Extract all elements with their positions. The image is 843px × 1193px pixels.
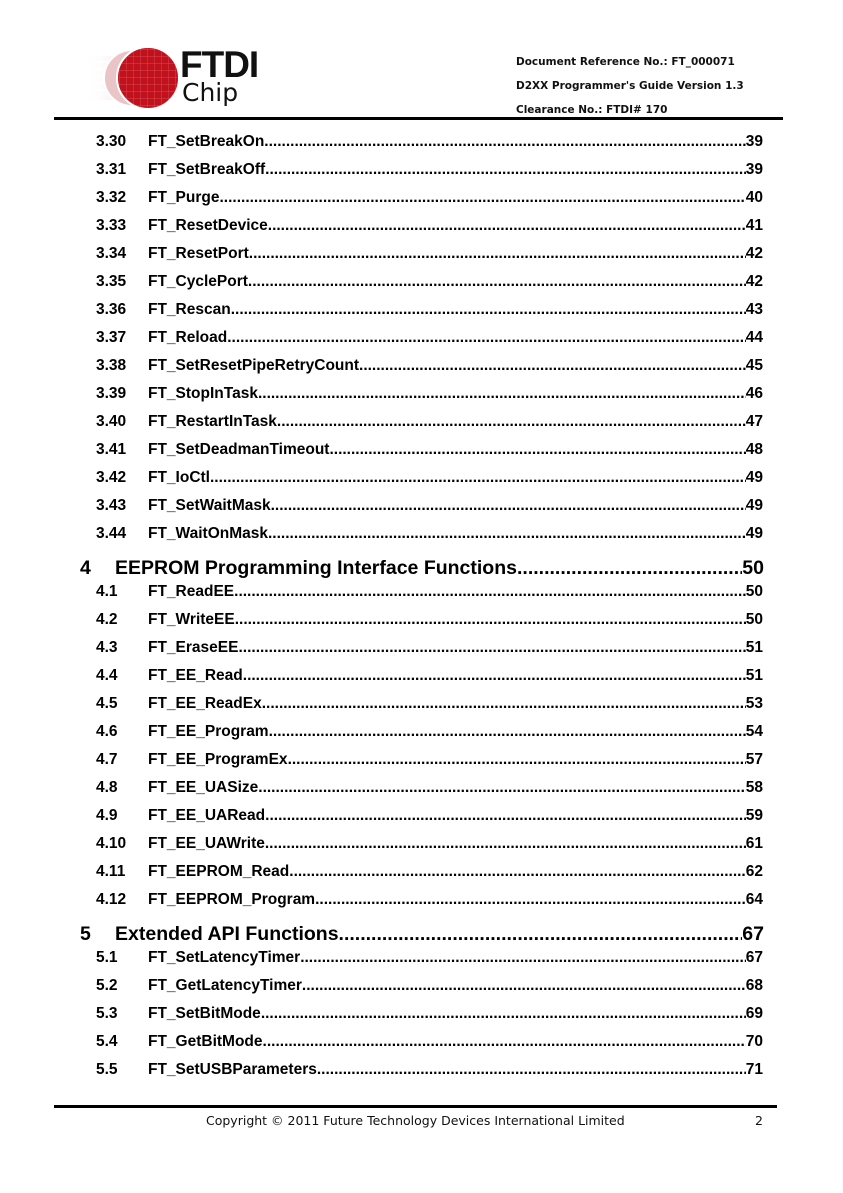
toc-leader-dots: [339, 923, 743, 945]
toc-title: FT_Purge: [148, 189, 220, 206]
toc-leader-dots: [317, 1061, 746, 1079]
toc-number: 3.41: [96, 441, 127, 458]
toc-number: 5.4: [96, 1033, 118, 1050]
toc-page-number: 43: [745, 301, 763, 318]
toc-number: 3.44: [96, 525, 127, 542]
toc-number: 4.8: [96, 779, 118, 796]
doc-title: D2XX Programmer's Guide Version 1.3: [516, 80, 744, 92]
toc-page-number: 58: [745, 779, 763, 796]
toc-leader-dots: [268, 525, 746, 543]
toc-leader-dots: [249, 245, 746, 263]
toc-leader-dots: [258, 385, 746, 403]
toc-number: 3.32: [96, 189, 127, 206]
toc-number: 3.30: [96, 133, 127, 150]
toc-page-number: 71: [745, 1061, 763, 1078]
toc-title: FT_EE_UASize: [148, 779, 259, 796]
toc-entry[interactable]: [96, 245, 763, 267]
toc-entry[interactable]: [96, 949, 763, 971]
toc-entry[interactable]: [96, 413, 763, 435]
toc-title: FT_ResetDevice: [148, 217, 268, 234]
toc-page-number: 48: [745, 441, 763, 458]
ftdi-logo: [84, 42, 259, 112]
toc-page-number: 67: [742, 923, 764, 945]
toc-leader-dots: [227, 329, 746, 347]
copyright-text: Copyright © 2011 Future Technology Devices International Limited: [206, 1113, 625, 1128]
toc-page-number: 47: [745, 413, 763, 430]
toc-title: FT_EE_UARead: [148, 807, 266, 824]
toc-leader-dots: [271, 497, 746, 515]
toc-title: FT_EEPROM_Read: [148, 863, 290, 880]
toc-title: FT_WriteEE: [148, 611, 235, 628]
toc-entry[interactable]: [96, 217, 763, 239]
toc-page-number: 61: [745, 835, 763, 852]
toc-number: 5.3: [96, 1005, 118, 1022]
toc-page-number: 68: [745, 977, 763, 994]
toc-leader-dots: [268, 217, 746, 235]
toc-number: 3.36: [96, 301, 127, 318]
toc-number: 3.37: [96, 329, 127, 346]
document-header-info: [516, 50, 744, 122]
toc-entry[interactable]: [96, 525, 763, 547]
toc-entry[interactable]: [96, 583, 763, 605]
toc-number: 4.3: [96, 639, 118, 656]
header-divider: [54, 117, 783, 120]
toc-title: FT_RestartInTask: [148, 413, 277, 430]
toc-entry[interactable]: [96, 301, 763, 323]
toc-number: 4.1: [96, 583, 118, 600]
toc-leader-dots: [238, 639, 745, 657]
toc-leader-dots: [302, 977, 746, 995]
toc-leader-dots: [258, 779, 745, 797]
toc-entry[interactable]: [96, 189, 763, 211]
toc-leader-dots: [517, 557, 742, 579]
logo-sub-text: Chip: [182, 78, 239, 107]
toc-number: 3.34: [96, 245, 127, 262]
toc-page-number: 59: [745, 807, 763, 824]
toc-leader-dots: [243, 667, 746, 685]
toc-number: 4.5: [96, 695, 118, 712]
toc-title: FT_GetLatencyTimer: [148, 977, 302, 994]
toc-page-number: 57: [745, 751, 763, 768]
toc-leader-dots: [359, 357, 746, 375]
toc-page-number: 49: [745, 469, 763, 486]
toc-number: 4: [80, 557, 91, 579]
toc-leader-dots: [263, 1033, 746, 1051]
toc-number: 4.10: [96, 835, 127, 852]
toc-page-number: 39: [745, 133, 763, 150]
toc-page-number: 44: [745, 329, 763, 346]
toc-page-number: 49: [745, 497, 763, 514]
toc-page-number: 62: [745, 863, 763, 880]
page-number: 2: [755, 1113, 763, 1128]
toc-entry[interactable]: [96, 695, 763, 717]
toc-page-number: 51: [745, 639, 763, 656]
toc-entry[interactable]: [96, 977, 763, 999]
toc-entry[interactable]: [96, 441, 763, 463]
toc-number: 5.5: [96, 1061, 118, 1078]
toc-page-number: 50: [745, 583, 763, 600]
toc-leader-dots: [265, 807, 746, 825]
toc-number: 3.43: [96, 497, 127, 514]
toc-leader-dots: [277, 413, 746, 431]
toc-title: FT_Rescan: [148, 301, 231, 318]
toc-number: 3.35: [96, 273, 127, 290]
toc-leader-dots: [234, 583, 746, 601]
toc-title: EEPROM Programming Interface Functions: [115, 557, 517, 579]
toc-leader-dots: [269, 723, 746, 741]
toc-leader-dots: [231, 301, 746, 319]
toc-title: FT_ResetPort: [148, 245, 249, 262]
toc-leader-dots: [264, 133, 745, 151]
toc-title: FT_SetLatencyTimer: [148, 949, 301, 966]
toc-section-entry[interactable]: [80, 557, 764, 579]
toc-entry[interactable]: [96, 639, 763, 661]
toc-page-number: 70: [745, 1033, 763, 1050]
toc-page-number: 49: [745, 525, 763, 542]
toc-entry[interactable]: [96, 329, 763, 351]
logo-brand-text: FTDI: [180, 44, 259, 85]
toc-entry[interactable]: [96, 863, 763, 885]
toc-number: 5.1: [96, 949, 118, 966]
toc-title: FT_EEPROM_Program: [148, 891, 316, 908]
clearance-number: Clearance No.: FTDI# 170: [516, 104, 668, 116]
toc-leader-dots: [315, 891, 746, 909]
toc-title: FT_SetBitMode: [148, 1005, 261, 1022]
toc-entry[interactable]: [96, 357, 763, 379]
toc-title: FT_SetBreakOn: [148, 133, 265, 150]
toc-leader-dots: [235, 611, 746, 629]
toc-title: FT_CyclePort: [148, 273, 248, 290]
toc-page-number: 46: [745, 385, 763, 402]
toc-page-number: 69: [745, 1005, 763, 1022]
toc-entry[interactable]: [96, 1061, 763, 1083]
toc-page-number: 41: [745, 217, 763, 234]
toc-entry[interactable]: [96, 751, 763, 773]
toc-page-number: 54: [745, 723, 763, 740]
toc-number: 3.40: [96, 413, 127, 430]
toc-number: 3.31: [96, 161, 127, 178]
toc-number: 3.38: [96, 357, 127, 374]
toc-entry[interactable]: [96, 891, 763, 913]
toc-page-number: 40: [745, 189, 763, 206]
toc-leader-dots: [261, 1005, 746, 1023]
toc-entry[interactable]: [96, 469, 763, 491]
toc-leader-dots: [329, 441, 745, 459]
toc-entry[interactable]: [96, 667, 763, 689]
toc-leader-dots: [262, 695, 746, 713]
toc-entry[interactable]: [96, 723, 763, 745]
toc-page-number: 64: [745, 891, 763, 908]
toc-page-number: 42: [745, 273, 763, 290]
toc-title: FT_ReadEE: [148, 583, 235, 600]
toc-entry[interactable]: [96, 161, 763, 183]
toc-leader-dots: [219, 189, 745, 207]
doc-reference: Document Reference No.: FT_000071: [516, 56, 735, 68]
toc-leader-dots: [289, 863, 745, 881]
toc-number: 4.11: [96, 863, 126, 880]
toc-page-number: 50: [745, 611, 763, 628]
toc-title: FT_EraseEE: [148, 639, 239, 656]
toc-title: FT_IoCtl: [148, 469, 210, 486]
toc-entry[interactable]: [96, 273, 763, 295]
toc-page-number: 42: [745, 245, 763, 262]
toc-title: FT_EE_Read: [148, 667, 243, 684]
toc-number: 3.33: [96, 217, 127, 234]
toc-title: FT_SetResetPipeRetryCount: [148, 357, 360, 374]
ftdi-globe-logo-icon: [84, 42, 184, 112]
toc-page-number: 67: [745, 949, 763, 966]
toc-leader-dots: [210, 469, 746, 487]
toc-leader-dots: [288, 751, 746, 769]
toc-number: 3.39: [96, 385, 127, 402]
toc-title: FT_EE_ReadEx: [148, 695, 262, 712]
toc-number: 4.12: [96, 891, 127, 908]
toc-page-number: 39: [745, 161, 763, 178]
toc-leader-dots: [265, 161, 746, 179]
toc-number: 4.4: [96, 667, 118, 684]
toc-title: Extended API Functions: [115, 923, 339, 945]
toc-title: FT_SetWaitMask: [148, 497, 271, 514]
toc-title: FT_SetBreakOff: [148, 161, 266, 178]
toc-title: FT_EE_ProgramEx: [148, 751, 288, 768]
toc-number: 5: [80, 923, 91, 945]
toc-leader-dots: [300, 949, 746, 967]
toc-title: FT_SetUSBParameters: [148, 1061, 317, 1078]
toc-title: FT_EE_Program: [148, 723, 269, 740]
toc-section-entry[interactable]: [80, 923, 764, 945]
toc-entry[interactable]: [96, 1005, 763, 1027]
toc-entry[interactable]: [96, 133, 763, 155]
toc-page-number: 51: [745, 667, 763, 684]
toc-number: 5.2: [96, 977, 118, 994]
toc-entry[interactable]: [96, 807, 763, 829]
toc-entry[interactable]: [96, 779, 763, 801]
toc-title: FT_Reload: [148, 329, 228, 346]
toc-title: FT_GetBitMode: [148, 1033, 263, 1050]
toc-page-number: 53: [745, 695, 763, 712]
toc-number: 4.7: [96, 751, 118, 768]
toc-title: FT_StopInTask: [148, 385, 258, 402]
toc-leader-dots: [265, 835, 746, 853]
toc-leader-dots: [248, 273, 746, 291]
toc-entry[interactable]: [96, 835, 763, 857]
toc-entry[interactable]: [96, 1033, 763, 1055]
toc-page-number: 50: [742, 557, 764, 579]
toc-entry[interactable]: [96, 611, 763, 633]
toc-page-number: 45: [745, 357, 763, 374]
toc-entry[interactable]: [96, 385, 763, 407]
toc-title: FT_EE_UAWrite: [148, 835, 265, 852]
toc-number: 4.2: [96, 611, 118, 628]
toc-number: 4.6: [96, 723, 118, 740]
toc-title: FT_SetDeadmanTimeout: [148, 441, 330, 458]
footer-divider: [54, 1105, 777, 1108]
toc-number: 4.9: [96, 807, 118, 824]
toc-number: 3.42: [96, 469, 127, 486]
toc-entry[interactable]: [96, 497, 763, 519]
toc-title: FT_WaitOnMask: [148, 525, 268, 542]
